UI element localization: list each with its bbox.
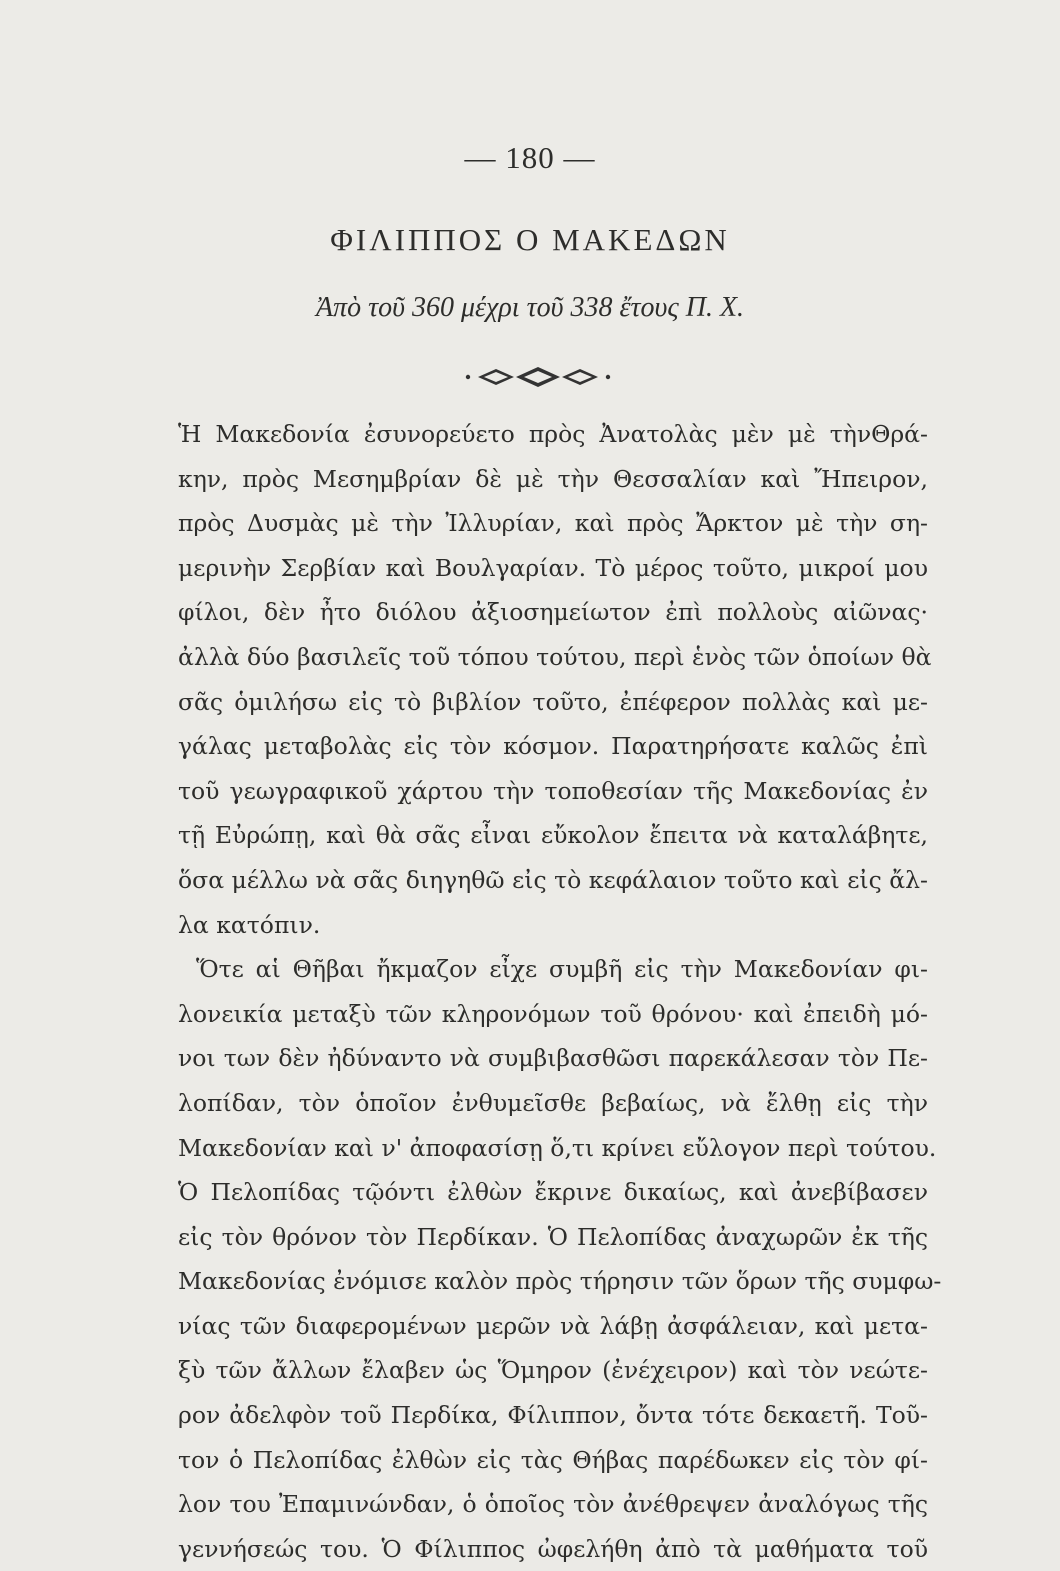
text-line: γεννήσεώς του. Ὁ Φίλιππος ὠφελήθη ἀπὸ τὰ μαθήματα τοῦ [178, 1534, 928, 1563]
text-line: ὅσα μέλλω νὰ σᾶς διηγηθῶ εἰς τὸ κεφάλαιον τοῦτο καὶ εἰς ἄλ- [178, 865, 928, 894]
text-line: τον ὁ Πελοπίδας ἐλθὼν εἰς τὰς Θήβας παρέδωκεν εἰς τὸν φί- [178, 1445, 928, 1474]
text-line: Ὁ Πελοπίδας τῷόντι ἐλθὼν ἔκρινε δικαίως, καὶ ἀνεβίβασεν [178, 1178, 928, 1207]
text-line: λονεικία μεταξὺ τῶν κληρονόμων τοῦ θρόνου· καὶ ἐπειδὴ μό- [178, 999, 928, 1028]
text-line: ρον ἀδελφὸν τοῦ Περδίκα, Φίλιππον, ὄντα τότε δεκαετῆ. Τοῦ- [178, 1401, 928, 1430]
text-line: Ἡ Μακεδονία ἐσυνορεύετο πρὸς Ἀνατολὰς μὲν μὲ τὴνΘρά- [178, 420, 928, 448]
text-line: γάλας μεταβολὰς εἰς τὸν κόσμον. Παρατηρήσατε καλῶς ἐπὶ [178, 732, 928, 761]
text-line: Μακεδονίας ἐνόμισε καλὸν πρὸς τήρησιν τῶν ὅρων τῆς συμφω- [178, 1267, 942, 1296]
page-number: — 180 — [464, 140, 596, 175]
text-line: εἰς τὸν θρόνον τὸν Περδίκαν. Ὁ Πελοπίδας ἀναχωρῶν ἐκ τῆς [178, 1222, 928, 1251]
ornament-divider-icon [458, 362, 618, 392]
text-line: τοῦ γεωγραφικοῦ χάρτου τὴν τοποθεσίαν τῆς Μακεδονίας ἐν [178, 776, 928, 805]
text-line: ξὺ τῶν ἄλλων ἔλαβεν ὡς Ὅμηρον (ἐνέχειρον) καὶ τὸν νεώτε- [178, 1356, 928, 1385]
text-line: λα κατόπιν. [178, 910, 321, 939]
text-line: ἀλλὰ δύο βασιλεῖς τοῦ τόπου τούτου, περὶ ἑνὸς τῶν ὁποίων θὰ [178, 642, 932, 671]
chapter-title: ΦΙΛΙΠΠΟΣ Ο ΜΑΚΕΔΩΝ [330, 222, 730, 257]
text-line: τῇ Εὐρώπῃ, καὶ θὰ σᾶς εἶναι εὔκολον ἔπειτα νὰ καταλάβητε, [178, 821, 928, 850]
text-line: πρὸς Δυσμὰς μὲ τὴν Ἰλλυρίαν, καὶ πρὸς Ἄρκτον μὲ τὴν ση- [178, 509, 928, 538]
text-line: Μακεδονίαν καὶ ν' ἀποφασίσῃ ὅ,τι κρίνει εὔλογον περὶ τούτου. [178, 1133, 937, 1162]
text-line: μερινὴν Σερβίαν καὶ Βουλγαρίαν. Τὸ μέρος τοῦτο, μικροί μου [178, 553, 928, 582]
text-line: κην, πρὸς Μεσημβρίαν δὲ μὲ τὴν Θεσσαλίαν καὶ Ἤπειρον, [178, 464, 928, 493]
text-line: σᾶς ὁμιλήσω εἰς τὸ βιβλίον τοῦτο, ἐπέφερον πολλὰς καὶ με- [178, 687, 928, 716]
text-line: Ὅτε αἱ Θῆβαι ἤκμαζον εἶχε συμβῆ εἰς τὴν Μακεδονίαν φι- [196, 955, 928, 984]
text-line: φίλοι, δὲν ἦτο διόλου ἀξιοσημείωτον ἐπὶ πολλοὺς αἰῶνας· [178, 598, 928, 627]
chapter-subtitle: Ἀπὸ τοῦ 360 μέχρι τοῦ 338 ἔτους Π. Χ. [315, 292, 745, 323]
text-line: λον του Ἐπαμινώνδαν, ὁ ὁποῖος τὸν ἀνέθρεψεν ἀναλόγως τῆς [178, 1490, 928, 1519]
text-line: νοι των δὲν ἠδύναντο νὰ συμβιβασθῶσι παρεκάλεσαν τὸν Πε- [178, 1044, 928, 1073]
body-text [178, 412, 942, 1571]
text-line: νίας τῶν διαφερομένων μερῶν νὰ λάβῃ ἀσφάλειαν, καὶ μετα- [178, 1311, 928, 1340]
text-line: λοπίδαν, τὸν ὁποῖον ἐνθυμεῖσθε βεβαίως, νὰ ἔλθῃ εἰς τὴν [178, 1088, 928, 1117]
